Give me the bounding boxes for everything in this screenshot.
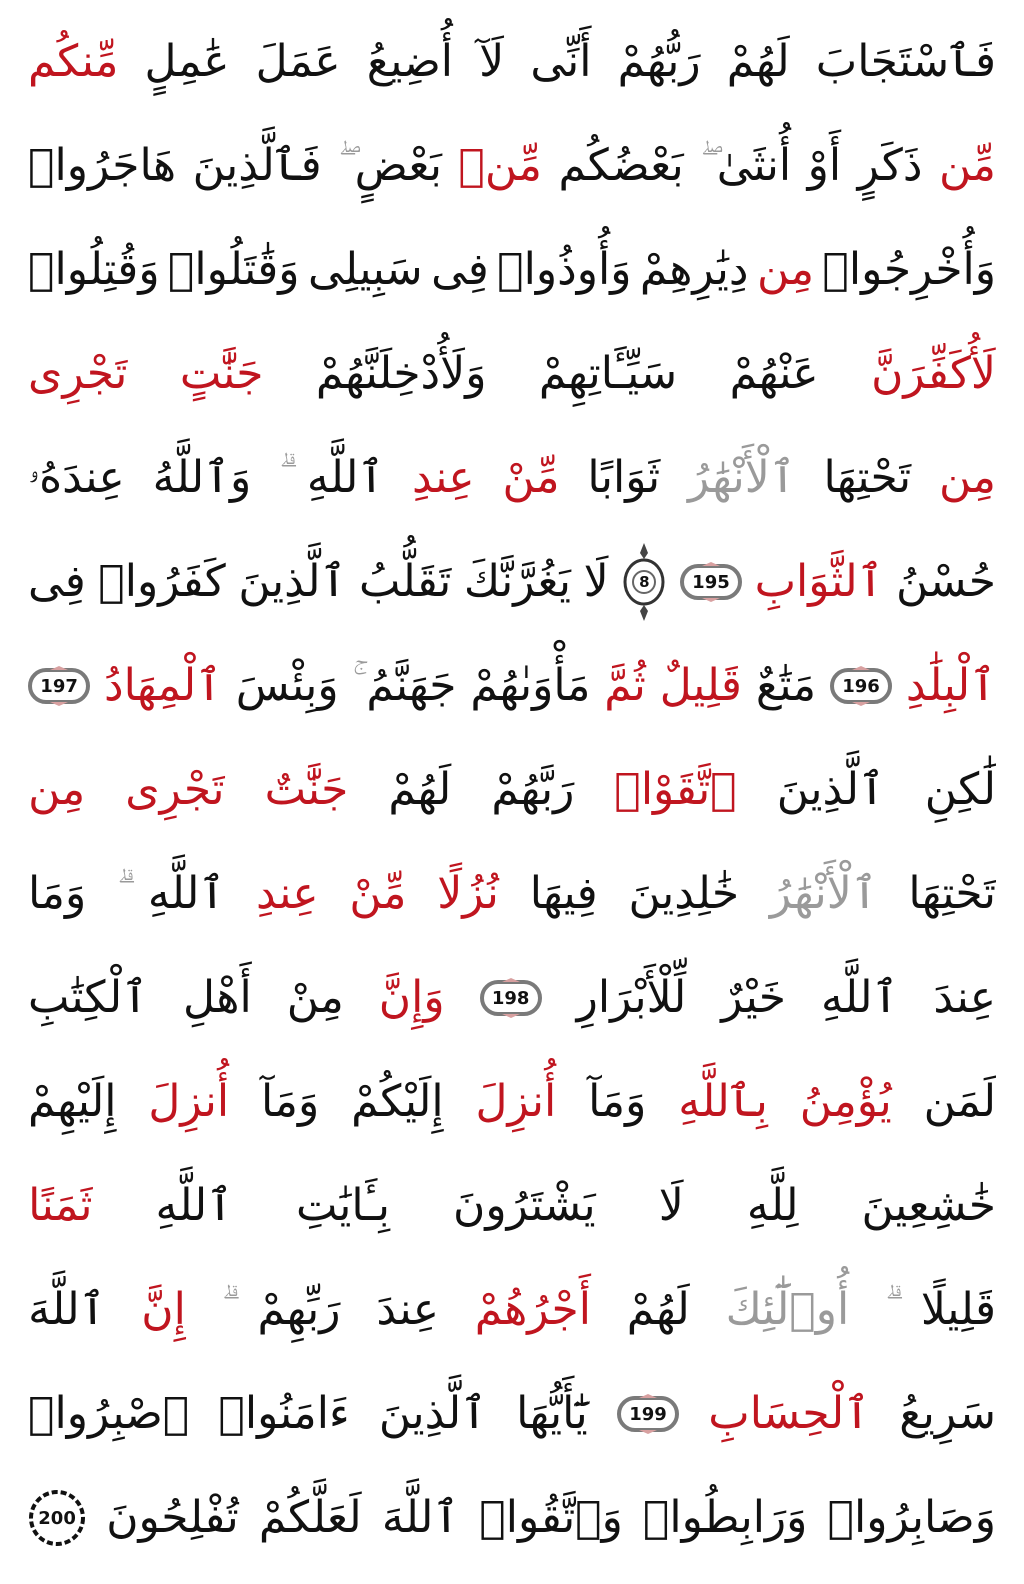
word: وَأُوذُوا۟ xyxy=(497,243,632,295)
word: تَحْتِهَا xyxy=(823,451,912,503)
word: جَهَنَّمُ xyxy=(366,659,457,711)
word: أُنزِلَ xyxy=(148,1075,230,1127)
hizb-top-finial xyxy=(640,543,648,559)
word: ٱلْبِلَٰدِ xyxy=(905,659,996,711)
word: تُفْلِحُونَ xyxy=(106,1491,239,1543)
word: ٱللَّهَ xyxy=(28,1283,106,1335)
word: عَٰمِلٍ xyxy=(144,35,230,87)
word: عَمَلَ xyxy=(255,35,341,87)
text-line xyxy=(28,326,996,422)
text-line xyxy=(28,846,996,942)
word: وَإِنَّ xyxy=(378,971,445,1023)
word: وَمَا xyxy=(28,867,87,919)
word: لَعَلَّكُمْ xyxy=(258,1491,362,1543)
word: وَٱللَّهُ xyxy=(152,451,252,503)
word: تَجْرِى xyxy=(125,763,225,815)
word: بَعْضُكُم xyxy=(558,139,684,191)
word: مِّنْ xyxy=(349,867,407,919)
word: مَأْوَىٰهُمْ xyxy=(470,659,591,711)
word: ٱلْأَنْهَٰرُ xyxy=(769,867,878,919)
word: وَرَابِطُوا۟ xyxy=(643,1491,808,1543)
hizb-marker xyxy=(621,541,667,623)
word: جَنَّٰتٌ xyxy=(264,763,349,815)
text-line xyxy=(28,950,996,1046)
ayah-number-marker xyxy=(617,1394,679,1434)
word: أَجْرُهُمْ xyxy=(474,1283,591,1335)
word: قَلِيلٌ xyxy=(659,659,742,711)
word: بِـَٔايَٰتِ xyxy=(295,1179,390,1231)
text-line xyxy=(28,638,996,734)
text-lines xyxy=(28,14,996,1574)
text-line xyxy=(28,534,996,630)
word: وَٱتَّقُوا۟ xyxy=(479,1491,623,1543)
ayah-number: 197 xyxy=(40,675,78,697)
word: لَٰكِنِ xyxy=(924,763,996,815)
word: لِّلْأَبْرَارِ xyxy=(576,971,687,1023)
word: خَٰلِدِينَ xyxy=(628,867,740,919)
word: فَٱلَّذِينَ xyxy=(192,139,322,191)
ayah-number: 199 xyxy=(629,1403,667,1425)
word: يَغُرَّنَّكَ xyxy=(463,555,571,607)
word: عِندِ xyxy=(255,867,319,919)
hizb-number: 8 xyxy=(639,573,650,591)
word: لَهُمْ xyxy=(388,763,452,815)
word: لَهُمْ xyxy=(726,35,790,87)
text-line xyxy=(28,1470,996,1566)
ayah-number-marker xyxy=(28,1489,86,1547)
word: تَجْرِى xyxy=(28,347,128,399)
word: سَيِّـَٔاتِهِمْ xyxy=(538,347,678,399)
word: إِلَيْكُمْ xyxy=(351,1075,444,1127)
word: فِيهَا xyxy=(529,867,598,919)
word: يَشْتَرُونَ xyxy=(453,1179,596,1231)
word: بِٱللَّهِ xyxy=(678,1075,768,1127)
word: ءَامَنُوا۟ xyxy=(218,1387,350,1439)
word: أُضِيعُ xyxy=(366,35,454,87)
word: أُنثَىٰ xyxy=(716,139,792,191)
ayah-number-marker xyxy=(28,666,90,706)
text-line xyxy=(28,1054,996,1150)
word: رَبَّهُمْ xyxy=(491,763,575,815)
word: وَمَآ xyxy=(260,1075,320,1127)
word: عِندَ xyxy=(933,971,996,1023)
word: إِلَيْهِمْ xyxy=(28,1075,117,1127)
text-line xyxy=(28,430,996,526)
word: مِّنكُم xyxy=(28,35,119,87)
word: ٱلْمِهَادُ xyxy=(103,659,222,711)
word: لَا xyxy=(658,1179,684,1231)
text-line xyxy=(28,222,996,318)
word: مِّنۢ xyxy=(458,139,542,191)
word: خَيْرٌ xyxy=(721,971,787,1023)
word: مِن xyxy=(756,243,815,295)
word: قَلِيلًا xyxy=(920,1283,996,1335)
word: ٱتَّقَوْا۟ xyxy=(614,763,737,815)
word: لِلَّهِ xyxy=(746,1179,799,1231)
word: رَبِّهِمْ xyxy=(257,1283,341,1335)
word: ٱللَّهِ xyxy=(306,451,385,503)
word: ٱلْكِتَٰبِ xyxy=(28,971,148,1023)
text-line xyxy=(28,1262,996,1358)
word: ٱللَّهِ xyxy=(147,867,226,919)
word: يَٰٓأَيُّهَا xyxy=(516,1387,588,1439)
word: ٱلْأَنْهَٰرُ xyxy=(688,451,796,503)
word: جَنَّٰتٍ xyxy=(179,347,264,399)
word: سَبِيلِى xyxy=(307,243,423,295)
word: تَقَلُّبُ xyxy=(359,555,452,607)
word: فِى xyxy=(431,243,489,295)
word: خَٰشِعِينَ xyxy=(861,1179,996,1231)
text-line xyxy=(28,742,996,838)
word: ٱلْحِسَابِ xyxy=(708,1387,870,1439)
word: ذَكَرٍ xyxy=(857,139,923,191)
word: إِنَّ xyxy=(141,1283,186,1335)
word: لَمَن xyxy=(923,1075,996,1127)
word: ٱللَّهَ xyxy=(381,1491,460,1543)
word: أَوْ xyxy=(807,139,842,191)
word: ٱللَّهِ xyxy=(155,1179,233,1231)
word: مَتَٰعٌ xyxy=(755,659,817,711)
word: تَحْتِهَا xyxy=(908,867,996,919)
word: كَفَرُوا۟ xyxy=(98,555,226,607)
word: أَنِّى xyxy=(530,35,592,87)
word: أُو۟لَٰٓئِكَ xyxy=(725,1283,850,1335)
ayah-number-marker xyxy=(830,666,892,706)
word: ٱصْبِرُوا۟ xyxy=(28,1387,190,1439)
ayah-number-marker xyxy=(480,978,542,1018)
word: نُزُلًا xyxy=(437,867,499,919)
word: مِن xyxy=(28,763,86,815)
text-line xyxy=(28,1366,996,1462)
word: دِيَٰرِهِمْ xyxy=(639,243,749,295)
word: ٱلثَّوَابِ xyxy=(754,555,884,607)
word: وَلَأُدْخِلَنَّهُمْ xyxy=(315,347,487,399)
word: وَصَابِرُوا۟ xyxy=(827,1491,996,1543)
word: مِّنْ xyxy=(502,451,560,503)
text-line xyxy=(28,1158,996,1254)
word: ثُمَّ xyxy=(604,659,646,711)
word: ٱللَّهِ xyxy=(821,971,899,1023)
word: ٱلَّذِينَ xyxy=(776,763,885,815)
word: ٱلَّذِينَ xyxy=(238,555,347,607)
word: حُسْنُ xyxy=(896,555,996,607)
word: ثَمَنًا xyxy=(28,1179,93,1231)
ayah-number: 198 xyxy=(491,987,530,1009)
word: يُؤْمِنُ xyxy=(799,1075,892,1127)
word: أَهْلِ xyxy=(182,971,252,1023)
ayah-number: 200 xyxy=(38,1507,76,1529)
word: لَأُكَفِّرَنَّ xyxy=(871,347,996,399)
ayah-number-marker xyxy=(680,562,742,602)
word: عِندِ xyxy=(412,451,475,503)
word: سَرِيعُ xyxy=(899,1387,996,1439)
word: فِى xyxy=(28,555,86,607)
word: وَبِئْسَ xyxy=(235,659,339,711)
word: عَنْهُمْ xyxy=(729,347,819,399)
word: لَآ xyxy=(479,35,505,87)
word: أُنزِلَ xyxy=(475,1075,557,1127)
word: مِّن xyxy=(938,139,996,191)
word: فَٱسْتَجَابَ xyxy=(815,35,996,87)
word: وَقَٰتَلُوا۟ xyxy=(168,243,300,295)
word: وَأُخْرِجُوا۟ xyxy=(822,243,996,295)
word: لَهُمْ xyxy=(626,1283,690,1335)
text-line xyxy=(28,14,996,110)
ayah-number: 196 xyxy=(842,675,880,697)
word: عِندَ xyxy=(376,1283,439,1335)
text-line xyxy=(28,118,996,214)
word: مِن xyxy=(938,451,996,503)
word: عِندَهُۥ xyxy=(28,451,125,503)
word: لَا xyxy=(583,555,609,607)
word: وَمَآ xyxy=(588,1075,647,1127)
word: ثَوَابًا xyxy=(587,451,661,503)
ayah-number: 195 xyxy=(692,571,730,593)
hizb-bottom-finial xyxy=(640,605,648,621)
word: ٱلَّذِينَ xyxy=(378,1387,487,1439)
word: بَعْضٍ xyxy=(354,139,443,191)
word: مِنْ xyxy=(286,971,344,1023)
word: هَاجَرُوا۟ xyxy=(28,139,177,191)
word: وَقُتِلُوا۟ xyxy=(28,243,160,295)
word: رَبُّهُمْ xyxy=(617,35,701,87)
